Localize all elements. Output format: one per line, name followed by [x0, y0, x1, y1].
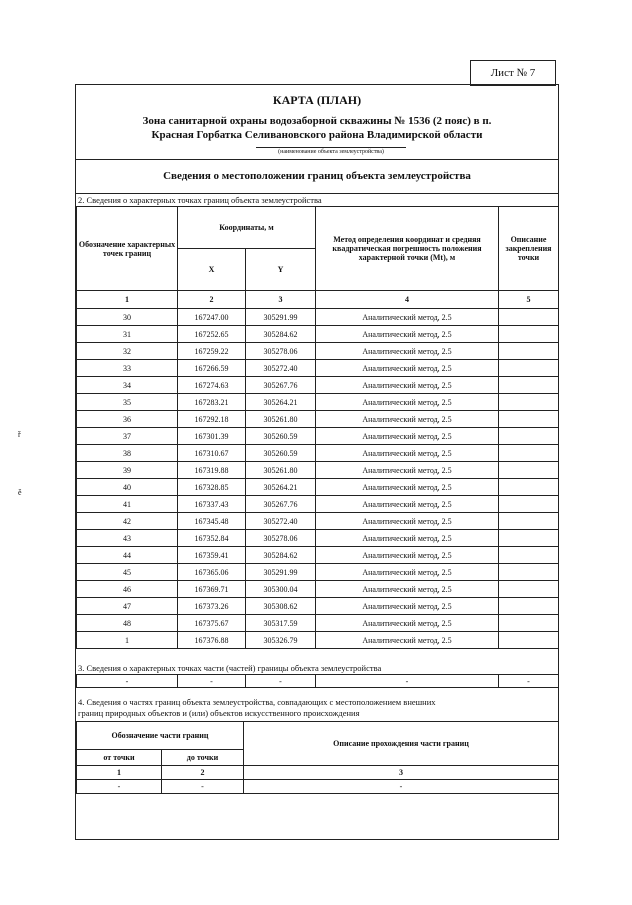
desc-cell: [499, 632, 559, 649]
y-coord-cell: 305260.59: [246, 428, 316, 445]
point-id-cell: 36: [77, 411, 178, 428]
section-4-cell: -: [77, 780, 162, 794]
table-row: [77, 360, 559, 377]
method-cell: Аналитический метод, 2.5: [316, 428, 499, 445]
desc-cell: [499, 394, 559, 411]
desc-cell: [499, 496, 559, 513]
y-coord-cell: 305272.40: [246, 513, 316, 530]
x-coord-cell: 167365.06: [178, 564, 246, 581]
point-id-cell: 32: [77, 343, 178, 360]
point-id-cell: 41: [77, 496, 178, 513]
y-coord-cell: 305300.04: [246, 581, 316, 598]
section-3-cell: -: [499, 675, 559, 688]
method-cell: Аналитический метод, 2.5: [316, 343, 499, 360]
method-cell: Аналитический метод, 2.5: [316, 394, 499, 411]
y-coord-cell: 305264.21: [246, 479, 316, 496]
method-cell: Аналитический метод, 2.5: [316, 632, 499, 649]
section-3-label: 3. Сведения о характерных точках части (частей) границы объекта землеустройства: [78, 663, 382, 673]
point-id-cell: 33: [77, 360, 178, 377]
x-coord-cell: 167369.71: [178, 581, 246, 598]
header-coords: Координаты, м: [178, 207, 316, 249]
point-id-cell: 40: [77, 479, 178, 496]
object-caption: (наименование объекта землеустройства): [256, 147, 406, 157]
header-pass-desc: Описание прохождения части границ: [244, 722, 559, 766]
method-cell: Аналитический метод, 2.5: [316, 496, 499, 513]
table-row: [77, 394, 559, 411]
table-row: [77, 598, 559, 615]
method-cell: Аналитический метод, 2.5: [316, 513, 499, 530]
point-id-cell: 45: [77, 564, 178, 581]
method-cell: Аналитический метод, 2.5: [316, 530, 499, 547]
x-coord-cell: 167345.48: [178, 513, 246, 530]
desc-cell: [499, 615, 559, 632]
method-cell: Аналитический метод, 2.5: [316, 445, 499, 462]
y-coord-cell: 305267.76: [246, 377, 316, 394]
col-number: 2: [162, 766, 244, 780]
method-cell: Аналитический метод, 2.5: [316, 581, 499, 598]
y-coord-cell: 305260.59: [246, 445, 316, 462]
desc-cell: [499, 326, 559, 343]
point-id-cell: 48: [77, 615, 178, 632]
section-2-label: 2. Сведения о характерных точках границ объекта землеустройства: [78, 195, 322, 205]
desc-cell: [499, 428, 559, 445]
desc-cell: [499, 581, 559, 598]
table-row: [77, 513, 559, 530]
method-cell: Аналитический метод, 2.5: [316, 377, 499, 394]
section-3-cell: -: [178, 675, 246, 688]
header-point: Обозначение характерных точек границ: [77, 207, 178, 291]
point-id-cell: 35: [77, 394, 178, 411]
section-3-cell: -: [77, 675, 178, 688]
desc-cell: [499, 343, 559, 360]
x-coord-cell: 167376.88: [178, 632, 246, 649]
column-numbers-row: [77, 291, 559, 309]
y-coord-cell: 305326.79: [246, 632, 316, 649]
header-x: X: [178, 249, 246, 291]
section-3-cell: -: [316, 675, 499, 688]
desc-cell: [499, 445, 559, 462]
x-coord-cell: 167266.59: [178, 360, 246, 377]
points-table: [76, 206, 559, 649]
table-row: [77, 632, 559, 649]
point-id-cell: 1: [77, 632, 178, 649]
method-cell: Аналитический метод, 2.5: [316, 547, 499, 564]
x-coord-cell: 167259.22: [178, 343, 246, 360]
x-coord-cell: 167292.18: [178, 411, 246, 428]
section-4-label-line-1: 4. Сведения о частях границ объекта землеустройства, совпадающих с местоположением внешних: [78, 697, 436, 707]
point-id-cell: 30: [77, 309, 178, 326]
x-coord-cell: 167359.41: [178, 547, 246, 564]
table-row: [77, 462, 559, 479]
point-id-cell: 38: [77, 445, 178, 462]
col-number: 3: [246, 291, 316, 309]
section-3-cell: -: [246, 675, 316, 688]
x-coord-cell: 167352.84: [178, 530, 246, 547]
y-coord-cell: 305267.76: [246, 496, 316, 513]
col-number: 2: [178, 291, 246, 309]
point-id-cell: 37: [77, 428, 178, 445]
col-number: 4: [316, 291, 499, 309]
subtitle-line-1: Зона санитарной охраны водозаборной скважины № 1536 (2 пояс) в п.: [142, 115, 492, 127]
desc-cell: [499, 598, 559, 615]
header-to: до точки: [162, 750, 244, 766]
x-coord-cell: 167247.00: [178, 309, 246, 326]
x-coord-cell: 167375.67: [178, 615, 246, 632]
method-cell: Аналитический метод, 2.5: [316, 462, 499, 479]
point-id-cell: 43: [77, 530, 178, 547]
desc-cell: [499, 309, 559, 326]
point-id-cell: 46: [77, 581, 178, 598]
table-row: [77, 343, 559, 360]
header-y: Y: [246, 249, 316, 291]
method-cell: Аналитический метод, 2.5: [316, 326, 499, 343]
section-4-label-line-2: границ природных объектов и (или) объектов искусственного происхождения: [78, 708, 360, 718]
table-row: [77, 428, 559, 445]
desc-cell: [499, 513, 559, 530]
table-row: [77, 309, 559, 326]
header-from: от точки: [77, 750, 162, 766]
y-coord-cell: 305278.06: [246, 530, 316, 547]
method-cell: Аналитический метод, 2.5: [316, 309, 499, 326]
y-coord-cell: 305278.06: [246, 343, 316, 360]
desc-cell: [499, 479, 559, 496]
y-coord-cell: 305272.40: [246, 360, 316, 377]
x-coord-cell: 167283.21: [178, 394, 246, 411]
section-4-cell: -: [244, 780, 559, 794]
section-4-table: [76, 721, 559, 794]
desc-cell: [499, 564, 559, 581]
method-cell: Аналитический метод, 2.5: [316, 479, 499, 496]
desc-cell: [499, 547, 559, 564]
header-desc: Описание закрепления точки: [499, 207, 559, 291]
margin-mark: ř: [18, 430, 21, 439]
header-method: Метод определения координат и средняя квадратическая погрешность положения характерной точки (Mt), м: [316, 207, 499, 291]
y-coord-cell: 305284.62: [246, 547, 316, 564]
table-row: [77, 445, 559, 462]
col-number: 1: [77, 766, 162, 780]
y-coord-cell: 305308.62: [246, 598, 316, 615]
section-4-cell: -: [162, 780, 244, 794]
point-id-cell: 44: [77, 547, 178, 564]
method-cell: Аналитический метод, 2.5: [316, 615, 499, 632]
x-coord-cell: 167319.88: [178, 462, 246, 479]
y-coord-cell: 305284.62: [246, 326, 316, 343]
col-number: 3: [244, 766, 559, 780]
method-cell: Аналитический метод, 2.5: [316, 564, 499, 581]
table-row: [77, 564, 559, 581]
y-coord-cell: 305261.80: [246, 462, 316, 479]
document-title: КАРТА (ПЛАН): [272, 93, 362, 107]
divider: [76, 687, 558, 688]
x-coord-cell: 167274.63: [178, 377, 246, 394]
section-3-table: [76, 674, 559, 688]
method-cell: Аналитический метод, 2.5: [316, 598, 499, 615]
method-cell: Аналитический метод, 2.5: [316, 360, 499, 377]
table-row: [77, 479, 559, 496]
col-number: 5: [499, 291, 559, 309]
x-coord-cell: 167310.67: [178, 445, 246, 462]
section-4-label: [78, 697, 436, 719]
table-row: [77, 530, 559, 547]
y-coord-cell: 305291.99: [246, 564, 316, 581]
margin-mark: ě: [18, 488, 22, 497]
title-block: [76, 85, 558, 160]
table-row: [77, 326, 559, 343]
point-id-cell: 42: [77, 513, 178, 530]
y-coord-cell: 305261.80: [246, 411, 316, 428]
table-row: [77, 411, 559, 428]
point-id-cell: 39: [77, 462, 178, 479]
document-subtitle: [76, 114, 558, 142]
point-id-cell: 34: [77, 377, 178, 394]
sheet-number: Лист № 7: [470, 60, 556, 86]
desc-cell: [499, 411, 559, 428]
table-row: [77, 377, 559, 394]
x-coord-cell: 167252.65: [178, 326, 246, 343]
col-number: 1: [77, 291, 178, 309]
section-heading: Сведения о местоположении границ объекта землеустройства: [76, 159, 558, 194]
x-coord-cell: 167301.39: [178, 428, 246, 445]
x-coord-cell: 167328.85: [178, 479, 246, 496]
x-coord-cell: 167373.26: [178, 598, 246, 615]
desc-cell: [499, 377, 559, 394]
x-coord-cell: 167337.43: [178, 496, 246, 513]
desc-cell: [499, 530, 559, 547]
header-parts: Обозначение части границ: [77, 722, 244, 750]
desc-cell: [499, 360, 559, 377]
y-coord-cell: 305317.59: [246, 615, 316, 632]
table-row: [77, 547, 559, 564]
table-row: [77, 581, 559, 598]
method-cell: Аналитический метод, 2.5: [316, 411, 499, 428]
y-coord-cell: 305264.21: [246, 394, 316, 411]
y-coord-cell: 305291.99: [246, 309, 316, 326]
table-row: [77, 615, 559, 632]
point-id-cell: 31: [77, 326, 178, 343]
desc-cell: [499, 462, 559, 479]
point-id-cell: 47: [77, 598, 178, 615]
table-row: [77, 496, 559, 513]
subtitle-line-2: Красная Горбатка Селивановского района Владимирской области: [151, 129, 483, 141]
document-frame: [75, 84, 559, 840]
